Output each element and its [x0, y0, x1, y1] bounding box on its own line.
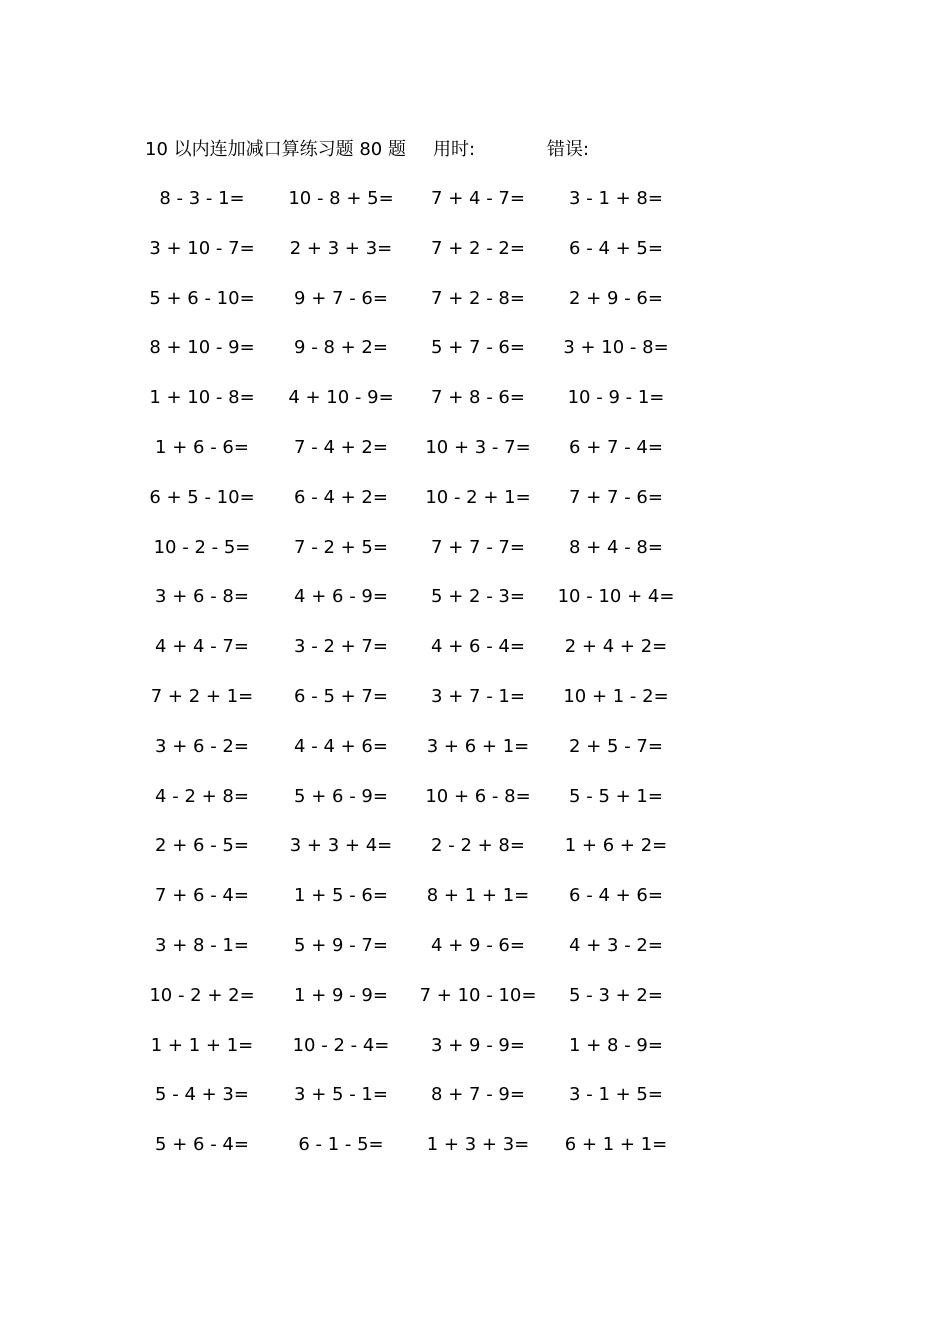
problem-item: 10 - 10 + 4=: [557, 586, 675, 608]
time-used-label: 用时:: [433, 139, 476, 160]
problem-item: 3 + 8 - 1=: [155, 934, 249, 956]
problem-row: [140, 286, 700, 336]
problem-item: 9 + 7 - 6=: [294, 287, 388, 309]
problem-item: 7 + 10 - 10=: [419, 984, 537, 1006]
problem-item: 7 - 4 + 2=: [294, 436, 388, 458]
errors-label: 错误:: [547, 139, 590, 160]
problem-row: [140, 684, 700, 734]
problem-item: 2 + 5 - 7=: [569, 735, 663, 757]
problem-item: 4 + 3 - 2=: [569, 934, 663, 956]
problem-row: [140, 784, 700, 834]
problem-row: [140, 1033, 700, 1083]
problem-item: 4 + 6 - 4=: [431, 636, 525, 658]
problem-item: 4 + 6 - 9=: [294, 586, 388, 608]
problem-item: 3 + 6 - 2=: [155, 735, 249, 757]
problem-row: [140, 933, 700, 983]
problem-item: 5 + 6 - 9=: [294, 785, 388, 807]
problem-item: 7 + 2 - 8=: [431, 287, 525, 309]
problem-item: 5 - 3 + 2=: [569, 984, 663, 1006]
problem-row: [140, 535, 700, 585]
problem-item: 3 + 6 - 8=: [155, 586, 249, 608]
problem-row: [140, 584, 700, 634]
problem-item: 6 - 4 + 6=: [569, 885, 663, 907]
problem-item: 6 + 5 - 10=: [149, 486, 255, 508]
problem-item: 3 - 1 + 8=: [569, 188, 663, 209]
problem-item: 4 + 10 - 9=: [288, 387, 394, 409]
problem-item: 10 + 6 - 8=: [425, 785, 531, 807]
problem-row: [140, 983, 700, 1033]
problem-item: 3 + 9 - 9=: [431, 1034, 525, 1056]
problem-row: [140, 485, 700, 535]
problem-item: 7 + 2 - 2=: [431, 237, 525, 259]
problem-item: 7 + 7 - 6=: [569, 486, 663, 508]
problem-item: 8 + 7 - 9=: [431, 1084, 525, 1106]
problem-item: 5 + 9 - 7=: [294, 934, 388, 956]
problem-item: 7 - 2 + 5=: [294, 536, 388, 558]
problem-item: 9 - 8 + 2=: [294, 337, 388, 359]
problem-item: 1 + 6 + 2=: [564, 835, 668, 857]
problem-item: 5 + 2 - 3=: [431, 586, 525, 608]
problem-item: 4 - 4 + 6=: [294, 735, 388, 757]
problem-item: 7 + 7 - 7=: [431, 536, 525, 558]
problem-row: [140, 1132, 700, 1182]
problem-item: 5 - 5 + 1=: [569, 785, 663, 807]
problem-item: 10 - 2 - 5=: [153, 536, 251, 558]
problem-item: 5 + 7 - 6=: [431, 337, 525, 359]
problem-item: 1 + 1 + 1=: [150, 1034, 254, 1056]
problem-item: 4 + 9 - 6=: [431, 934, 525, 956]
problem-item: 7 + 2 + 1=: [150, 685, 254, 707]
problem-item: 1 + 3 + 3=: [426, 1134, 530, 1156]
problem-item: 3 + 6 + 1=: [426, 735, 530, 757]
problem-item: 10 - 8 + 5=: [288, 188, 394, 209]
problem-item: 8 + 1 + 1=: [426, 885, 530, 907]
problem-row: [140, 335, 700, 385]
problem-item: 7 + 4 - 7=: [431, 188, 525, 209]
problem-item: 2 - 2 + 8=: [431, 835, 525, 857]
problem-item: 4 - 2 + 8=: [155, 785, 249, 807]
problem-row: [140, 833, 700, 883]
problem-item: 2 + 6 - 5=: [155, 835, 249, 857]
problem-item: 10 - 2 - 4=: [292, 1034, 390, 1056]
problem-item: 2 + 3 + 3=: [289, 237, 393, 259]
problem-item: 10 - 9 - 1=: [567, 387, 665, 409]
problem-item: 2 + 4 + 2=: [564, 636, 668, 658]
worksheet-header: [145, 137, 705, 163]
problem-item: 1 + 10 - 8=: [149, 387, 255, 409]
problem-row: [140, 734, 700, 784]
problem-item: 7 + 6 - 4=: [155, 885, 249, 907]
problem-item: 8 - 3 - 1=: [159, 188, 245, 209]
problem-item: 5 - 4 + 3=: [155, 1084, 249, 1106]
problem-item: 8 + 4 - 8=: [569, 536, 663, 558]
problem-item: 3 + 5 - 1=: [294, 1084, 388, 1106]
problem-item: 6 + 1 + 1=: [564, 1134, 668, 1156]
problem-item: 3 + 3 + 4=: [289, 835, 393, 857]
problem-item: 10 + 1 - 2=: [563, 685, 669, 707]
problem-row: [140, 435, 700, 485]
problem-item: 7 + 8 - 6=: [431, 387, 525, 409]
problem-item: 10 - 2 + 2=: [149, 984, 255, 1006]
problem-grid: [140, 186, 700, 1182]
problem-item: 6 - 5 + 7=: [294, 685, 388, 707]
problem-item: 5 + 6 - 4=: [155, 1134, 249, 1156]
problem-row: [140, 634, 700, 684]
problem-item: 10 + 3 - 7=: [425, 436, 531, 458]
problem-item: 6 - 4 + 5=: [569, 237, 663, 259]
problem-item: 10 - 2 + 1=: [425, 486, 531, 508]
problem-item: 4 + 4 - 7=: [155, 636, 249, 658]
problem-item: 1 + 8 - 9=: [569, 1034, 663, 1056]
worksheet-title: 10 以内连加减口算练习题 80 题: [145, 139, 406, 160]
problem-item: 5 + 6 - 10=: [149, 287, 255, 309]
problem-item: 6 - 4 + 2=: [294, 486, 388, 508]
problem-row: [140, 236, 700, 286]
problem-item: 1 + 9 - 9=: [294, 984, 388, 1006]
problem-item: 6 - 1 - 5=: [298, 1134, 384, 1156]
problem-item: 3 - 2 + 7=: [294, 636, 388, 658]
problem-item: 3 + 7 - 1=: [431, 685, 525, 707]
problem-item: 3 - 1 + 5=: [569, 1084, 663, 1106]
problem-item: 3 + 10 - 8=: [563, 337, 669, 359]
problem-row: [140, 883, 700, 933]
problem-item: 8 + 10 - 9=: [149, 337, 255, 359]
problem-item: 1 + 6 - 6=: [155, 436, 249, 458]
problem-item: 6 + 7 - 4=: [569, 436, 663, 458]
problem-item: 1 + 5 - 6=: [294, 885, 388, 907]
problem-item: 3 + 10 - 7=: [149, 237, 255, 259]
problem-row: [140, 186, 700, 236]
problem-row: [140, 385, 700, 435]
problem-row: [140, 1082, 700, 1132]
problem-item: 2 + 9 - 6=: [569, 287, 663, 309]
